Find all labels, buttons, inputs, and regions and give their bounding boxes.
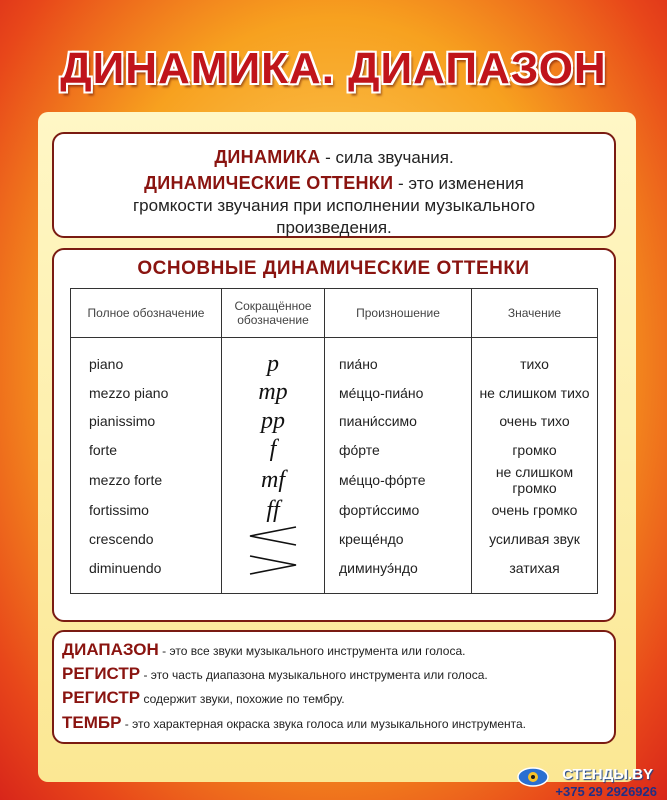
range-definition [62,640,465,660]
cell-meaning: громко [472,436,598,465]
cell-meaning: тихо [472,338,598,379]
register-text: - это часть диапазона музыкального инструмента или голоса. [140,668,488,682]
cell-full: piano [71,338,222,379]
cell-full: forte [71,436,222,465]
shades-definition [54,172,614,195]
header-meaning: Значение [472,289,598,338]
dynamics-table [70,288,598,594]
timbre-text: - это характерная окраска звука голоса или музыкального инструмента. [121,717,526,731]
timbre-definition [62,713,526,733]
cell-pron: пиани́ссимо [325,407,472,436]
table-row [71,525,598,554]
register-definition [62,664,488,684]
crescendo-hairpin-cell [222,525,325,554]
table-row [71,436,598,465]
table-row [71,496,598,525]
cell-pron: диминуэ́ндо [325,554,472,594]
table-title: ОСНОВНЫЕ ДИНАМИЧЕСКИЕ ОТТЕНКИ [137,258,530,279]
eye-logo-icon [516,762,550,792]
logo-phone: +375 29 2926926 [555,784,657,799]
dynamics-term: ДИНАМИКА [214,147,321,167]
cell-meaning: усиливая звук [472,525,598,554]
register-term-2: РЕГИСТР [62,688,141,707]
cell-abbr: pp [222,407,325,436]
cell-pron: пиа́но [325,338,472,379]
logo-name: СТЕНДЫ.BY [562,766,653,783]
range-text: - это все звуки музыкального инструмента или голоса. [158,644,466,658]
cell-meaning: очень громко [472,496,598,525]
table-row [71,554,598,594]
cell-pron: форти́ссимо [325,496,472,525]
shades-term: ДИНАМИЧЕСКИЕ ОТТЕНКИ [144,173,394,193]
cell-full: crescendo [71,525,222,554]
cell-abbr: p [222,338,325,379]
cell-meaning: не слишком тихо [472,379,598,408]
shades-text-1: - это изменения [393,174,524,193]
cell-abbr: mp [222,379,325,408]
cell-pron: ме́ццо-фо́рте [325,464,472,496]
cell-full: mezzo piano [71,379,222,408]
dynamics-text: - сила звучания. [320,148,454,167]
diminuendo-hairpin-icon [248,554,298,576]
cell-full: pianissimo [71,407,222,436]
cell-pron: креще́ндо [325,525,472,554]
timbre-term: ТЕМБР [62,713,122,732]
dynamics-definition [54,146,614,169]
header-full: Полное обозначение [71,289,222,338]
cell-meaning: не слишком громко [472,464,598,496]
table-header-row [71,289,598,338]
register-term: РЕГИСТР [62,664,141,683]
register-contents [62,688,345,708]
header-abbr: Сокращённое обозначение [222,289,325,338]
shades-text-2: громкости звучания при исполнении музыкального [132,196,536,215]
shades-text-3: произведения. [276,218,392,237]
table-row [71,407,598,436]
cell-full: mezzo forte [71,464,222,496]
cell-abbr: f [222,436,325,465]
table-row [71,379,598,408]
cell-full: fortissimo [71,496,222,525]
cell-abbr: mf [222,464,325,496]
cell-pron: ме́ццо-пиа́но [325,379,472,408]
table-row [71,338,598,379]
page-title: ДИНАМИКА. ДИАПАЗОН [60,44,607,93]
range-term: ДИАПАЗОН [62,640,159,659]
cell-meaning: затихая [472,554,598,594]
cell-full: diminuendo [71,554,222,594]
crescendo-hairpin-icon [248,525,298,547]
table-row [71,464,598,496]
cell-meaning: очень тихо [472,407,598,436]
diminuendo-hairpin-cell [222,554,325,594]
cell-abbr: ff [222,496,325,525]
register-contents-text: содержит звуки, похожие по тембру. [140,692,345,706]
definitions-box [52,132,616,238]
header-pron: Произношение [325,289,472,338]
cell-pron: фо́рте [325,436,472,465]
